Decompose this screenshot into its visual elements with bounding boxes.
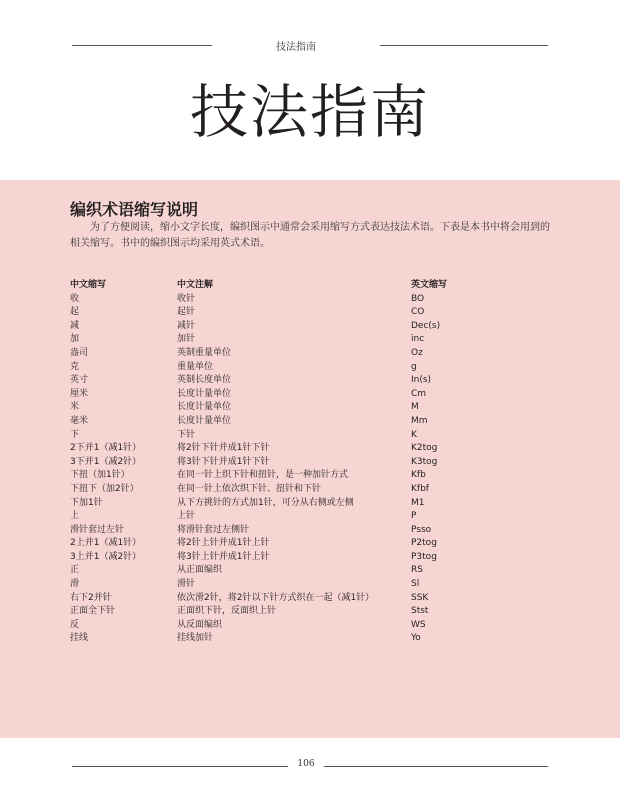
header-cn-note: 中文注解 bbox=[177, 280, 214, 290]
cell-cn-abbr: 下 bbox=[70, 429, 80, 440]
table-row bbox=[70, 442, 554, 456]
chapter-title: 技法指南 bbox=[189, 78, 430, 146]
table-row bbox=[70, 456, 554, 470]
cell-en-abbr: Mm bbox=[411, 415, 428, 426]
cell-cn-abbr: 克 bbox=[70, 361, 80, 372]
cell-en-abbr: In(s) bbox=[411, 375, 432, 386]
cell-en-abbr: M1 bbox=[411, 497, 425, 508]
cell-cn-note: 在同一针上依次织下针、扭针和下针 bbox=[177, 483, 322, 494]
cell-cn-abbr: 减 bbox=[70, 320, 80, 331]
cell-cn-abbr: 2上并1（减1针） bbox=[70, 538, 142, 549]
cell-cn-abbr: 正面全下针 bbox=[70, 606, 116, 617]
cell-cn-abbr: 米 bbox=[70, 402, 80, 413]
cell-cn-note: 上针 bbox=[177, 511, 196, 522]
cell-cn-abbr: 3下并1（减2针） bbox=[70, 456, 142, 467]
table-row bbox=[70, 361, 554, 375]
cell-cn-note: 减针 bbox=[177, 320, 196, 331]
cell-cn-note: 加针 bbox=[177, 334, 196, 345]
table-row bbox=[70, 306, 554, 320]
header-en-abbr: 英文缩写 bbox=[411, 280, 448, 290]
cell-en-abbr: P3tog bbox=[411, 551, 437, 562]
cell-en-abbr: Stst bbox=[411, 606, 429, 617]
cell-cn-abbr: 2下并1（减1针） bbox=[70, 443, 142, 454]
table-row bbox=[70, 619, 554, 633]
table-row bbox=[70, 497, 554, 511]
cell-cn-note: 将3针上针并成1针上针 bbox=[177, 551, 270, 562]
cell-cn-note: 滑针 bbox=[177, 579, 196, 590]
cell-en-abbr: Sl bbox=[411, 579, 420, 590]
cell-en-abbr: BO bbox=[411, 293, 425, 304]
running-head: 技法指南 bbox=[276, 42, 316, 53]
cell-cn-note: 从下方挑针的方式加1针，可分从右侧或左侧 bbox=[177, 497, 354, 508]
cell-cn-note: 将滑针套过左侧针 bbox=[177, 524, 250, 535]
table-row bbox=[70, 524, 554, 538]
cell-en-abbr: inc bbox=[411, 334, 425, 345]
cell-cn-abbr: 下扭（加1针） bbox=[70, 470, 130, 481]
table-row bbox=[70, 483, 554, 497]
cell-cn-note: 起针 bbox=[177, 307, 196, 318]
table-row bbox=[70, 592, 554, 606]
header-rule-left bbox=[72, 45, 212, 46]
cell-cn-note: 长度计量单位 bbox=[177, 402, 232, 413]
table-row bbox=[70, 564, 554, 578]
cell-en-abbr: P2tog bbox=[411, 538, 437, 549]
table-header-row bbox=[70, 279, 554, 293]
cell-cn-abbr: 盎司 bbox=[70, 347, 89, 358]
cell-cn-abbr: 下加1针 bbox=[70, 497, 103, 508]
abbreviation-table bbox=[70, 279, 554, 646]
cell-cn-note: 从反面编织 bbox=[177, 619, 223, 630]
cell-cn-note: 英制长度单位 bbox=[177, 375, 232, 386]
cell-en-abbr: Psso bbox=[411, 524, 432, 535]
cell-cn-note: 长度计量单位 bbox=[177, 388, 232, 399]
cell-cn-note: 收针 bbox=[177, 293, 196, 304]
cell-cn-abbr: 起 bbox=[70, 307, 80, 318]
cell-en-abbr: Cm bbox=[411, 388, 427, 399]
cell-cn-abbr: 英寸 bbox=[70, 375, 89, 386]
cell-cn-note: 长度计量单位 bbox=[177, 415, 232, 426]
table-row bbox=[70, 537, 554, 551]
footer-rule-right bbox=[324, 766, 548, 767]
cell-en-abbr: K3tog bbox=[411, 456, 438, 467]
table-row bbox=[70, 469, 554, 483]
cell-cn-note: 从正面编织 bbox=[177, 565, 223, 576]
cell-cn-abbr: 滑针套过左针 bbox=[70, 524, 125, 535]
cell-cn-note: 重量单位 bbox=[177, 361, 214, 372]
cell-cn-note: 将2针上针并成1针上针 bbox=[177, 538, 270, 549]
table-row bbox=[70, 333, 554, 347]
section-title: 编织术语缩写说明 bbox=[70, 200, 199, 219]
table-row bbox=[70, 293, 554, 307]
table-row bbox=[70, 632, 554, 646]
cell-cn-note: 正面织下针，反面织上针 bbox=[177, 606, 277, 617]
cell-en-abbr: Yo bbox=[411, 633, 421, 644]
cell-cn-abbr: 右下2并针 bbox=[70, 592, 112, 603]
cell-cn-note: 将3针下针并成1针下针 bbox=[177, 456, 270, 467]
cell-cn-abbr: 毫米 bbox=[70, 415, 89, 426]
cell-en-abbr: Kfbf bbox=[411, 483, 429, 494]
footer-rule-left bbox=[72, 766, 288, 767]
cell-cn-note: 在同一针上织下针和扭针，是一种加针方式 bbox=[177, 470, 349, 481]
cell-cn-abbr: 上 bbox=[70, 511, 80, 522]
header-cn-abbr: 中文缩写 bbox=[70, 280, 107, 290]
cell-cn-abbr: 滑 bbox=[70, 579, 80, 590]
table-row bbox=[70, 320, 554, 334]
table-row bbox=[70, 578, 554, 592]
cell-cn-note: 英制重量单位 bbox=[177, 347, 232, 358]
cell-cn-note: 挂线加针 bbox=[177, 633, 214, 644]
table-row bbox=[70, 415, 554, 429]
page-number: 106 bbox=[297, 759, 315, 769]
cell-cn-abbr: 3上并1（减2针） bbox=[70, 551, 142, 562]
cell-en-abbr: RS bbox=[411, 565, 423, 576]
table-row bbox=[70, 401, 554, 415]
cell-cn-abbr: 反 bbox=[70, 619, 80, 630]
cell-cn-abbr: 加 bbox=[70, 334, 80, 345]
cell-cn-abbr: 下扭下（加2针） bbox=[70, 483, 139, 494]
cell-cn-note: 依次滑2针，将2针以下针方式织在一起（减1针） bbox=[177, 592, 375, 603]
table-row bbox=[70, 551, 554, 565]
cell-en-abbr: WS bbox=[411, 619, 426, 630]
header-rule-right bbox=[380, 45, 548, 46]
cell-cn-abbr: 挂线 bbox=[70, 633, 89, 644]
cell-en-abbr: Dec(s) bbox=[411, 320, 441, 331]
cell-en-abbr: M bbox=[411, 402, 419, 413]
cell-cn-abbr: 收 bbox=[70, 293, 80, 304]
table-row bbox=[70, 347, 554, 361]
cell-en-abbr: g bbox=[411, 361, 417, 372]
cell-en-abbr: SSK bbox=[411, 592, 429, 603]
cell-cn-note: 下针 bbox=[177, 429, 196, 440]
cell-cn-abbr: 厘米 bbox=[70, 388, 89, 399]
cell-en-abbr: Oz bbox=[411, 347, 423, 358]
cell-en-abbr: Kfb bbox=[411, 470, 426, 481]
cell-en-abbr: K bbox=[411, 429, 417, 440]
table-row bbox=[70, 429, 554, 443]
table-row bbox=[70, 510, 554, 524]
table-row bbox=[70, 605, 554, 619]
cell-en-abbr: K2tog bbox=[411, 443, 438, 454]
intro-paragraph: 为了方便阅读，缩小文字长度，编织图示中通常会采用缩写方式表达技法术语。下表是本书中将会用到的相关缩写。书中的编织图示均采用英式术语。 bbox=[70, 222, 550, 249]
table-row bbox=[70, 388, 554, 402]
cell-en-abbr: P bbox=[411, 511, 417, 522]
cell-cn-abbr: 正 bbox=[70, 565, 80, 576]
table-row bbox=[70, 374, 554, 388]
cell-cn-note: 将2针下针并成1针下针 bbox=[177, 443, 270, 454]
cell-en-abbr: CO bbox=[411, 307, 425, 318]
